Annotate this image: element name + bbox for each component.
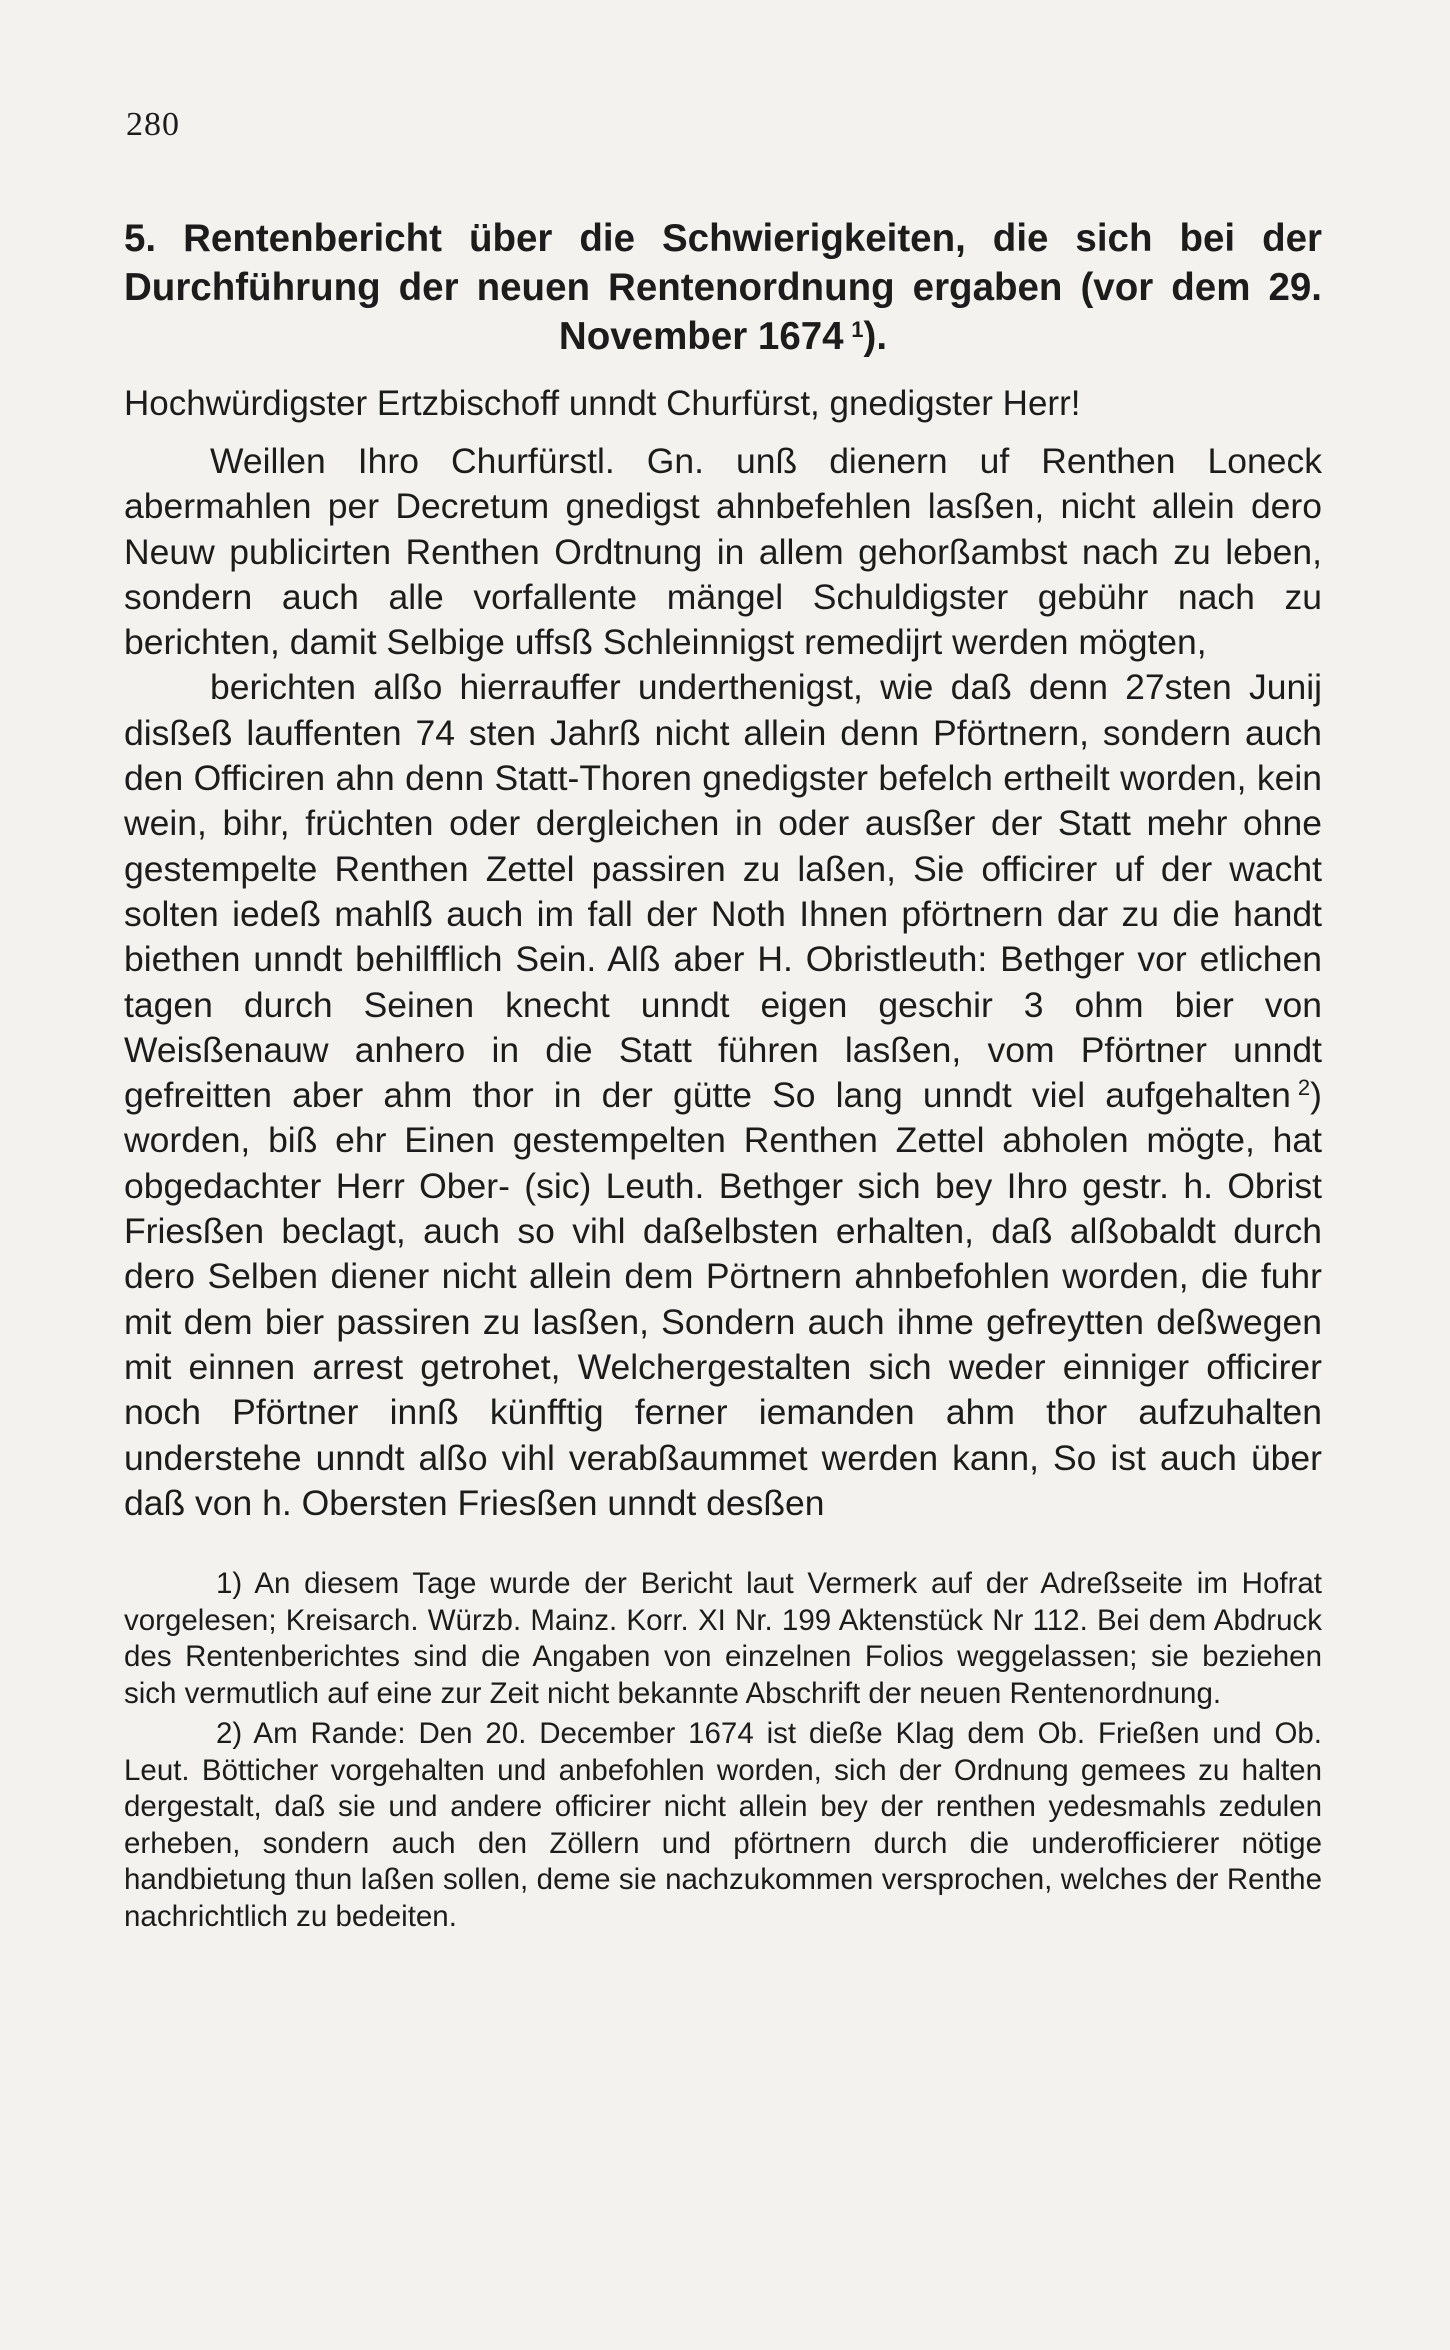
heading-close: ). [863, 315, 888, 358]
footnote-mark-2: 2 [1297, 1075, 1311, 1101]
footnotes [124, 1566, 1322, 1935]
salutation: Hochwürdigster Ertzbischoff unndt Churfürst, gnedigster Herr! [124, 384, 1081, 423]
footnote-1: 1) An diesem Tage wurde der Bericht laut Vermerk auf der Adreßseite im Hofrat vorgelesen; Kreisarch. Würzb. Mainz. Korr. XI Nr. 199 Aktenstück Nr 112. Bei dem Abdruck des Rentenberichtes sind die Angaben von einzelnen Folios weggelassen; sie beziehen sich vermutlich auf eine zur Zeit nicht bekannte Abschrift der neuen Rentenordnung. [124, 1567, 1322, 1710]
heading-text: 5. Rentenbericht über die Schwierigkeiten, die sich bei der Durchführung der neuen Rentenordnung ergaben (vor dem 29. November 1674 [124, 217, 1322, 358]
paragraph-2-part-2: ) worden, biß ehr Einen gestempelten Renthen Zettel abholen mögte, hat obgedachter Herr Ober- (sic) Leuth. Bethger sich bey Ihro gestr. h. Obrist Friesßen beclagt, auch so vihl daßelbsten erhalten, daß alßobaldt durch dero Selben diener nicht allein dem Pörtnern ahnbefohlen worden, die fuhr mit dem bier passiren zu lasßen, Sondern auch ihme gefreytten deßwegen mit einnen arrest getrohet, Welchergestalten sich weder einniger officirer noch Pförtner innß künfftig ferner iemanden ahm thor aufzuhalten understehe unndt alßo vihl verabßaummet werden kann, So ist auch über daß von h. Obersten Friesßen unndt desßen [124, 1075, 1322, 1523]
section-heading [124, 214, 1322, 361]
paragraph-1: Weillen Ihro Churfürstl. Gn. unß dienern uf Renthen Loneck abermahlen per Decretum gnedigst ahnbefehlen lasßen, nicht allein dero Neuw publicirten Renthen Ordtnung in allem gehorßambst nach zu leben, sondern auch alle vorfallente mängel Schuldigster gebühr nach zu berichten, damit Selbige uffsß Schleinnigst remedijrt werden mögten, [124, 441, 1322, 663]
footnote-mark-1: 1 [851, 317, 864, 342]
page-number: 280 [126, 106, 180, 143]
body-text [124, 439, 1322, 1526]
paragraph-2-part-1: berichten alßo hierrauffer underthenigst, wie daß denn 27sten Junij disßeß lauffenten 74 sten Jahrß nicht allein denn Pförtnern, sondern auch den Officiren ahn denn Statt-Thoren gnedigster befelch ertheilt worden, kein wein, bihr, früchten oder dergleichen in oder ausßer der Statt mehr ohne gestempelte Renthen Zettel passiren zu laßen, Sie officirer uf der wacht solten iedeß mahlß auch im fall der Noth Ihnen pförtnern dar zu die handt biethen unndt behilfflich Sein. Alß aber H. Obristleuth: Bethger vor etlichen tagen durch Seinen knecht unndt eigen geschir 3 ohm bier von Weisßenauw anhero in die Statt führen lasßen, vom Pförtner unndt gefreitten aber ahm thor in der gütte So lang unndt viel aufgehalten [124, 667, 1322, 1116]
footnote-2: 2) Am Rande: Den 20. December 1674 ist dieße Klag dem Ob. Frießen und Ob. Leut. Bötticher vorgehalten und anbefohlen worden, sich der Ordnung gemees zu halten dergestalt, daß sie und andere officirer nicht allein bey der renthen yedesmahls zedulen erheben, sondern auch den Zöllern und pförtnern durch die underofficierer nötige handbietung thun laßen sollen, deme sie nachzukommen versprochen, welches der Renthe nachrichtlich zu bedeiten. [124, 1717, 1322, 1933]
paragraph-2 [124, 665, 1322, 1526]
